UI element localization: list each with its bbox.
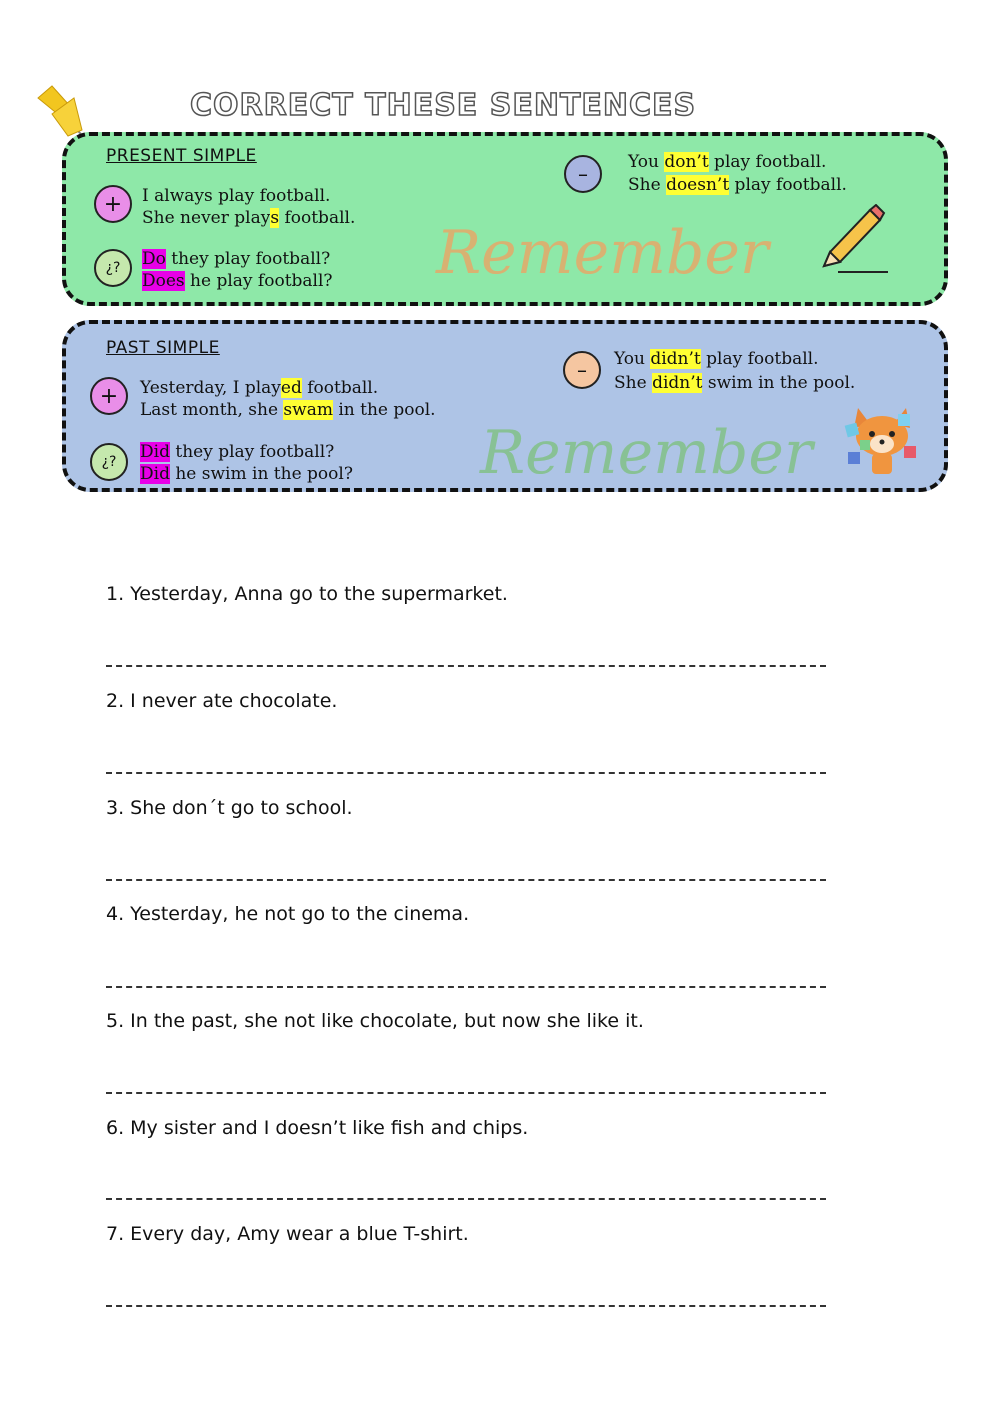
page-title: CORRECT THESE SENTENCES <box>190 88 697 123</box>
question-2: 2. I never ate chocolate. <box>106 690 338 712</box>
past-question-2: Did he swim in the pool? <box>140 464 353 484</box>
question-3: 3. She don´t go to school. <box>106 797 353 819</box>
question-icon: ¿? <box>90 443 128 481</box>
past-affirmative-2: Last month, she swam in the pool. <box>140 400 436 420</box>
minus-icon: – <box>564 155 602 193</box>
question-icon: ¿? <box>94 249 132 287</box>
past-negative-1: You didn’t play football. <box>614 349 819 369</box>
answer-line-2[interactable] <box>106 772 826 774</box>
answer-line-4[interactable] <box>106 986 826 988</box>
past-negative-2: She didn’t swim in the pool. <box>614 373 856 393</box>
present-simple-heading: PRESENT SIMPLE <box>106 146 257 166</box>
plus-icon: + <box>90 377 128 415</box>
minus-icon: – <box>563 351 601 389</box>
pencil-icon <box>818 204 892 276</box>
fox-mascot-icon <box>842 402 922 482</box>
present-affirmative-2: She never plays football. <box>142 208 356 228</box>
question-5: 5. In the past, she not like chocolate, but now she like it. <box>106 1010 644 1032</box>
present-negative-1: You don’t play football. <box>628 152 827 172</box>
present-negative-2: She doesn’t play football. <box>628 175 847 195</box>
past-simple-heading: PAST SIMPLE <box>106 338 220 358</box>
remember-watermark-past: Remember <box>480 418 813 488</box>
answer-line-6[interactable] <box>106 1198 826 1200</box>
question-4: 4. Yesterday, he not go to the cinema. <box>106 903 470 925</box>
remember-watermark-present: Remember <box>436 218 769 288</box>
question-6: 6. My sister and I doesn’t like fish and chips. <box>106 1117 529 1139</box>
past-question-1: Did they play football? <box>140 442 335 462</box>
present-question-1: Do they play football? <box>142 249 331 269</box>
plus-icon: + <box>94 185 132 223</box>
answer-line-5[interactable] <box>106 1092 826 1094</box>
answer-line-3[interactable] <box>106 879 826 881</box>
answer-line-1[interactable] <box>106 665 826 667</box>
present-affirmative-1: I always play football. <box>142 186 331 206</box>
past-affirmative-1: Yesterday, I played football. <box>140 378 379 398</box>
question-7: 7. Every day, Amy wear a blue T-shirt. <box>106 1223 469 1245</box>
answer-line-7[interactable] <box>106 1305 826 1307</box>
present-question-2: Does he play football? <box>142 271 333 291</box>
question-1: 1. Yesterday, Anna go to the supermarket. <box>106 583 508 605</box>
